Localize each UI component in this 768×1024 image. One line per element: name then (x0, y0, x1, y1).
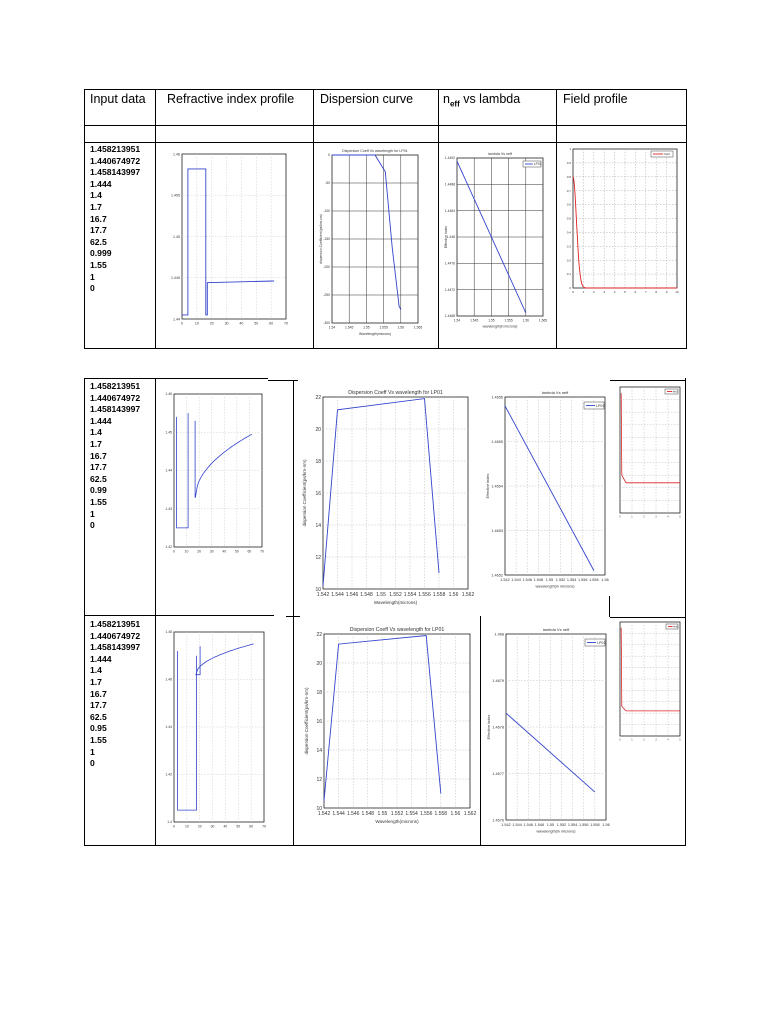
input-value: 0.99 (90, 485, 107, 496)
x-tick-label: 0 (619, 515, 621, 519)
x-axis-label: wavelength(in microns) (482, 324, 518, 329)
x-tick-label: 1.56 (397, 325, 405, 330)
x-tick-label: 1.565 (413, 325, 423, 330)
y-tick-label: 1.4476 (444, 261, 455, 266)
y-tick-label: 1.44 (165, 468, 172, 473)
y-tick-label: 0.2 (566, 258, 571, 263)
table2-right-border (685, 378, 686, 845)
input-value: 1.458143997 (90, 167, 141, 178)
y-tick-label: 1.4652 (491, 573, 503, 578)
legend-label: field (673, 625, 678, 629)
y-tick-label: -300 (323, 321, 330, 326)
x-tick-label: 1.56 (602, 822, 610, 827)
x-tick-label: 10 (184, 549, 189, 554)
dispersion-plot (300, 620, 478, 832)
table1-col-divider (155, 89, 156, 348)
y-tick-label: 10 (316, 805, 322, 812)
x-tick-label: 1.556 (578, 577, 588, 582)
y-tick-label: -150 (323, 237, 330, 242)
input-data-list (90, 144, 140, 295)
y-tick-label: 1.4655 (491, 439, 503, 444)
table1-col-divider (438, 89, 439, 348)
x-tick-label: 60 (247, 549, 252, 554)
input-value: 62.5 (90, 236, 107, 247)
x-tick-label: 1.55 (376, 592, 386, 598)
x-tick-label: 1.548 (360, 592, 373, 598)
refractive-index-plot (160, 388, 266, 558)
y-tick-label: -50 (325, 181, 330, 186)
y-tick-label: -200 (323, 265, 330, 270)
x-tick-label: 0 (173, 549, 175, 554)
plot-title: Dispersion Coeff Vs wavelength for LP01 (348, 390, 443, 396)
input-value: 1.55 (90, 259, 107, 270)
x-tick-label: 1.542 (500, 577, 510, 582)
x-tick-label: 1.552 (556, 822, 567, 827)
input-value: 1 (90, 746, 95, 757)
x-tick-label: 1.558 (590, 822, 600, 827)
x-tick-label: 1.554 (405, 811, 418, 817)
table2-col-divider (609, 595, 610, 617)
x-tick-label: 1.55 (363, 325, 370, 330)
input-value: 1.55 (90, 734, 107, 745)
x-axis-label: wavelength(in microns) (536, 829, 576, 834)
y-tick-label: 12 (316, 776, 322, 783)
x-tick-label: 1.562 (461, 592, 475, 598)
dispersion-plot (296, 383, 477, 613)
y-axis-label: dispersion Coefficient(ps/km-nm) (304, 687, 309, 755)
y-tick-label: 0.3 (566, 244, 571, 249)
x-tick-label: 1.554 (403, 592, 417, 598)
x-tick-label: 50 (254, 321, 259, 326)
x-tick-label: 1.545 (344, 325, 354, 330)
neff-label-rest: vs lambda (459, 92, 521, 106)
x-tick-label: 4 (667, 515, 669, 519)
y-tick-label: 1.4472 (444, 287, 455, 292)
x-tick-label: 50 (236, 824, 241, 829)
x-tick-label: 1.544 (331, 592, 344, 598)
x-tick-label: 9 (665, 290, 668, 295)
x-tick-label: 1.54 (328, 325, 336, 330)
table1-spacer-divider (84, 142, 686, 143)
x-tick-label: 1.556 (579, 822, 589, 827)
field-profile-plot (563, 145, 681, 300)
input-value: 17.7 (90, 462, 107, 473)
y-axis-label: dispersion Coefficient(ps/km-nm) (302, 459, 307, 527)
x-tick-label: 1.552 (389, 592, 402, 598)
y-tick-label: 1.4 (167, 820, 172, 825)
y-tick-label: 1.4678 (492, 725, 504, 730)
x-tick-label: 1.55 (377, 811, 388, 817)
legend-label: LP01 (596, 403, 605, 408)
x-axis-label: wavelength(in microns) (535, 584, 575, 589)
table1-col-divider (313, 89, 314, 348)
x-tick-label: 10 (675, 290, 679, 295)
x-tick-label: 5 (679, 515, 681, 519)
x-tick-label: 30 (209, 549, 214, 554)
y-axis-label: Effective Index (487, 714, 491, 740)
x-tick-label: 30 (224, 321, 229, 326)
y-tick-label: 10 (315, 586, 321, 593)
x-tick-label: 0 (173, 824, 175, 829)
legend-label: LP01 (597, 640, 606, 645)
y-tick-label: 14 (315, 522, 321, 529)
header-neff-vs-lambda (443, 91, 553, 113)
table2-col-divider (480, 616, 481, 845)
x-tick-label: 1.545 (470, 318, 479, 323)
y-tick-label: 1.42 (165, 545, 172, 550)
y-tick-label: 20 (316, 660, 322, 667)
x-tick-label: 0 (181, 321, 183, 326)
legend-label: LP01 (533, 162, 542, 167)
y-tick-label: 1.43 (165, 506, 172, 511)
table2-col-divider (293, 380, 294, 845)
x-tick-label: 1.556 (419, 811, 433, 817)
y-tick-label: 1.4676 (492, 818, 504, 823)
header-field-profile: Field profile (563, 92, 628, 106)
input-value: 0.999 (90, 248, 112, 259)
input-value: 1.55 (90, 496, 107, 507)
x-tick-label: 1.542 (316, 592, 330, 598)
y-tick-label: 16 (315, 490, 321, 497)
input-value: 1 (90, 508, 95, 519)
x-tick-label: 1.552 (390, 811, 404, 817)
input-value: 1.444 (90, 653, 112, 664)
x-tick-label: 1.548 (533, 577, 544, 582)
refractive-index-plot (160, 626, 268, 834)
neff-plot (482, 620, 611, 842)
y-tick-label: 1.44 (165, 725, 172, 730)
x-tick-label: 1.56 (601, 577, 609, 582)
x-tick-label: 40 (223, 824, 228, 829)
x-tick-label: 1.544 (511, 577, 521, 582)
y-tick-label: 1.4468 (444, 314, 455, 319)
y-tick-label: 0.9 (566, 160, 571, 165)
x-tick-label: 70 (260, 549, 264, 554)
x-tick-label: 4 (613, 290, 616, 295)
x-tick-label: 1.554 (566, 577, 577, 582)
input-value: 0 (90, 283, 95, 294)
y-tick-label: 0.6 (566, 202, 571, 207)
neff-plot (443, 148, 551, 338)
x-tick-label: 20 (197, 549, 202, 554)
input-value: 1.440674972 (90, 392, 141, 403)
input-value: 1.4 (90, 427, 102, 438)
y-tick-label: 1.468 (494, 632, 504, 637)
y-tick-label: 0.4 (566, 230, 571, 235)
x-tick-label: 1.54 (453, 318, 461, 323)
y-tick-label: 1.455 (171, 193, 180, 198)
input-data-list (90, 381, 140, 532)
input-value: 62.5 (90, 473, 107, 484)
y-tick-label: 22 (315, 394, 321, 401)
plot-title: lambda Vs neff (488, 152, 512, 156)
input-value: 62.5 (90, 711, 107, 722)
x-tick-label: 1.544 (332, 811, 345, 817)
y-tick-label: 0.1 (566, 272, 571, 277)
input-value: 1.4 (90, 665, 102, 676)
x-tick-label: 1.558 (434, 811, 448, 817)
input-data-list (90, 619, 140, 770)
y-tick-label: 14 (316, 747, 322, 754)
refractive-index-plot (168, 148, 290, 331)
x-tick-label: 7 (644, 290, 647, 295)
input-value: 16.7 (90, 450, 107, 461)
input-value: 1.458143997 (90, 642, 141, 653)
x-tick-label: 1.548 (534, 822, 545, 827)
input-value: 1.444 (90, 415, 112, 426)
table1-col-divider (556, 89, 557, 348)
y-tick-label: 16 (316, 718, 322, 725)
y-tick-label: 0.5 (566, 216, 571, 221)
input-value: 1.440674972 (90, 155, 141, 166)
y-axis-label: Effective Index (486, 473, 490, 499)
y-tick-label: 1.45 (173, 234, 180, 239)
y-tick-label: 1.42 (165, 772, 172, 777)
x-tick-label: 1.56 (448, 592, 459, 598)
x-tick-label: 1 (631, 515, 633, 519)
table2-top-border (610, 380, 686, 381)
x-tick-label: 1.558 (589, 577, 599, 582)
x-tick-label: 40 (222, 549, 227, 554)
legend-label: field (672, 390, 678, 394)
x-tick-label: 20 (209, 321, 214, 326)
x-tick-label: 1.552 (555, 577, 566, 582)
y-tick-label: 1 (569, 147, 571, 152)
plot-title: lambda Vs neff (542, 627, 570, 632)
y-tick-label: 1.45 (165, 430, 172, 435)
y-tick-label: 18 (316, 689, 322, 696)
x-tick-label: 20 (197, 824, 202, 829)
input-value: 1.458213951 (90, 144, 141, 154)
y-tick-label: 1.4656 (491, 395, 503, 400)
y-tick-label: 18 (315, 458, 321, 465)
input-value: 1.458143997 (90, 404, 141, 415)
y-tick-label: 1.4654 (491, 484, 503, 489)
x-tick-label: 0 (572, 290, 574, 295)
input-value: 16.7 (90, 688, 107, 699)
input-value: 1.7 (90, 676, 102, 687)
x-axis-label: Wavelength(microns) (359, 331, 391, 336)
x-tick-label: 30 (210, 824, 215, 829)
x-tick-label: 1.544 (512, 822, 522, 827)
x-tick-label: 60 (249, 824, 254, 829)
table2-col-divider (155, 378, 156, 845)
y-tick-label: 20 (315, 426, 321, 433)
x-tick-label: 10 (184, 824, 189, 829)
table2-top-border (84, 378, 268, 379)
input-value: 1.444 (90, 178, 112, 189)
x-tick-label: 1.56 (450, 811, 461, 817)
x-tick-label: 1 (631, 738, 633, 742)
table2-row-divider (84, 615, 274, 616)
field-profile-plot (612, 618, 684, 745)
input-value: 0.95 (90, 723, 107, 734)
x-tick-label: 1.546 (345, 592, 359, 598)
x-tick-label: 50 (234, 549, 239, 554)
x-tick-label: 4 (667, 738, 669, 742)
x-tick-label: 1.546 (522, 577, 532, 582)
y-tick-label: 1.4677 (492, 771, 504, 776)
table2-bottom-border (84, 845, 686, 846)
x-tick-label: 60 (269, 321, 274, 326)
input-value: 17.7 (90, 700, 107, 711)
input-value: 0 (90, 520, 95, 531)
y-tick-label: 0 (328, 153, 330, 158)
x-tick-label: 1.562 (463, 811, 477, 817)
table1-header-divider (84, 125, 686, 126)
input-value: 1.458213951 (90, 381, 141, 391)
input-value: 1 (90, 271, 95, 282)
x-tick-label: 1.548 (361, 811, 375, 817)
y-tick-label: 1.44 (173, 317, 180, 322)
header-dispersion-curve: Dispersion curve (320, 92, 414, 106)
x-tick-label: 8 (655, 290, 658, 295)
input-value: 1.7 (90, 201, 102, 212)
input-value: 1.458213951 (90, 619, 141, 629)
neff-symbol: n (443, 92, 450, 106)
x-tick-label: 5 (679, 738, 681, 742)
y-tick-label: 1.4653 (491, 528, 503, 533)
x-tick-label: 3 (655, 738, 657, 742)
x-tick-label: 3 (655, 515, 657, 519)
x-tick-label: 70 (284, 321, 288, 326)
y-tick-label: 0 (569, 286, 571, 291)
field-profile-plot (613, 383, 683, 521)
x-tick-label: 10 (194, 321, 199, 326)
x-tick-label: 1.542 (501, 822, 511, 827)
input-value: 1.4 (90, 190, 102, 201)
y-tick-label: 1.46 (173, 152, 180, 157)
x-tick-label: 1.56 (522, 318, 530, 323)
x-axis-label: Wavelength(microns) (373, 600, 418, 605)
input-value: 17.7 (90, 225, 107, 236)
x-tick-label: 5 (624, 290, 626, 295)
x-tick-label: 1.555 (504, 318, 513, 323)
y-tick-label: 22 (316, 631, 322, 638)
x-tick-label: 1.565 (538, 318, 548, 323)
x-tick-label: 2 (643, 515, 645, 519)
dispersion-plot (318, 145, 430, 343)
y-tick-label: -100 (323, 209, 330, 214)
y-axis-label: dispersion Coefficient(ps/km-nm) (319, 214, 323, 264)
x-tick-label: 1.558 (432, 592, 446, 598)
y-tick-label: 1.46 (165, 677, 172, 682)
x-tick-label: 0 (619, 738, 621, 742)
y-tick-label: 1.445 (171, 276, 180, 281)
legend-label: field (664, 152, 670, 157)
y-tick-label: 1.4484 (444, 208, 455, 213)
x-tick-label: 1.556 (418, 592, 431, 598)
x-tick-label: 70 (262, 824, 266, 829)
x-tick-label: 1.546 (346, 811, 360, 817)
x-tick-label: 6 (634, 290, 637, 295)
input-value: 1.440674972 (90, 630, 141, 641)
header-refractive-index-profile: Refractive index profile (167, 92, 295, 106)
y-tick-label: 1.48 (165, 630, 172, 635)
x-tick-label: 40 (239, 321, 244, 326)
plot-title: Dispersion Coeff Vs wavelength for LP01 (342, 149, 408, 153)
x-tick-label: 1.554 (567, 822, 578, 827)
neff-plot (481, 383, 611, 596)
plot-title: Dispersion Coeff Vs wavelength for LP01 (349, 627, 445, 633)
x-tick-label: 1.546 (523, 822, 533, 827)
y-tick-label: 0.7 (566, 188, 571, 193)
input-value: 0 (90, 758, 95, 769)
x-tick-label: 1.55 (546, 822, 555, 827)
y-tick-label: 12 (315, 554, 321, 561)
y-tick-label: 1.4679 (492, 678, 504, 683)
y-tick-label: 1.4492 (444, 156, 455, 161)
x-tick-label: 2 (643, 738, 645, 742)
y-tick-label: 1.4488 (444, 182, 455, 187)
y-tick-label: 0.8 (566, 174, 571, 179)
plot-title: lambda Vs neff (541, 390, 569, 395)
x-tick-label: 1.555 (379, 325, 388, 330)
input-value: 1.7 (90, 438, 102, 449)
y-tick-label: -250 (323, 293, 330, 298)
x-tick-label: 1.55 (488, 318, 495, 323)
x-axis-label: Wavelength(microns) (375, 819, 419, 824)
y-tick-label: 1.448 (446, 235, 455, 240)
header-input-data: Input data (90, 92, 146, 106)
y-axis-label: Effective Index (444, 225, 448, 249)
table2-left-border (84, 378, 85, 845)
neff-subscript: eff (449, 99, 460, 109)
x-tick-label: 1 (582, 290, 585, 295)
x-tick-label: 1.542 (317, 811, 331, 817)
x-tick-label: 3 (603, 290, 606, 295)
input-value: 16.7 (90, 213, 107, 224)
x-tick-label: 1.55 (545, 577, 554, 582)
y-tick-label: 1.46 (165, 392, 172, 397)
x-tick-label: 2 (592, 290, 595, 295)
